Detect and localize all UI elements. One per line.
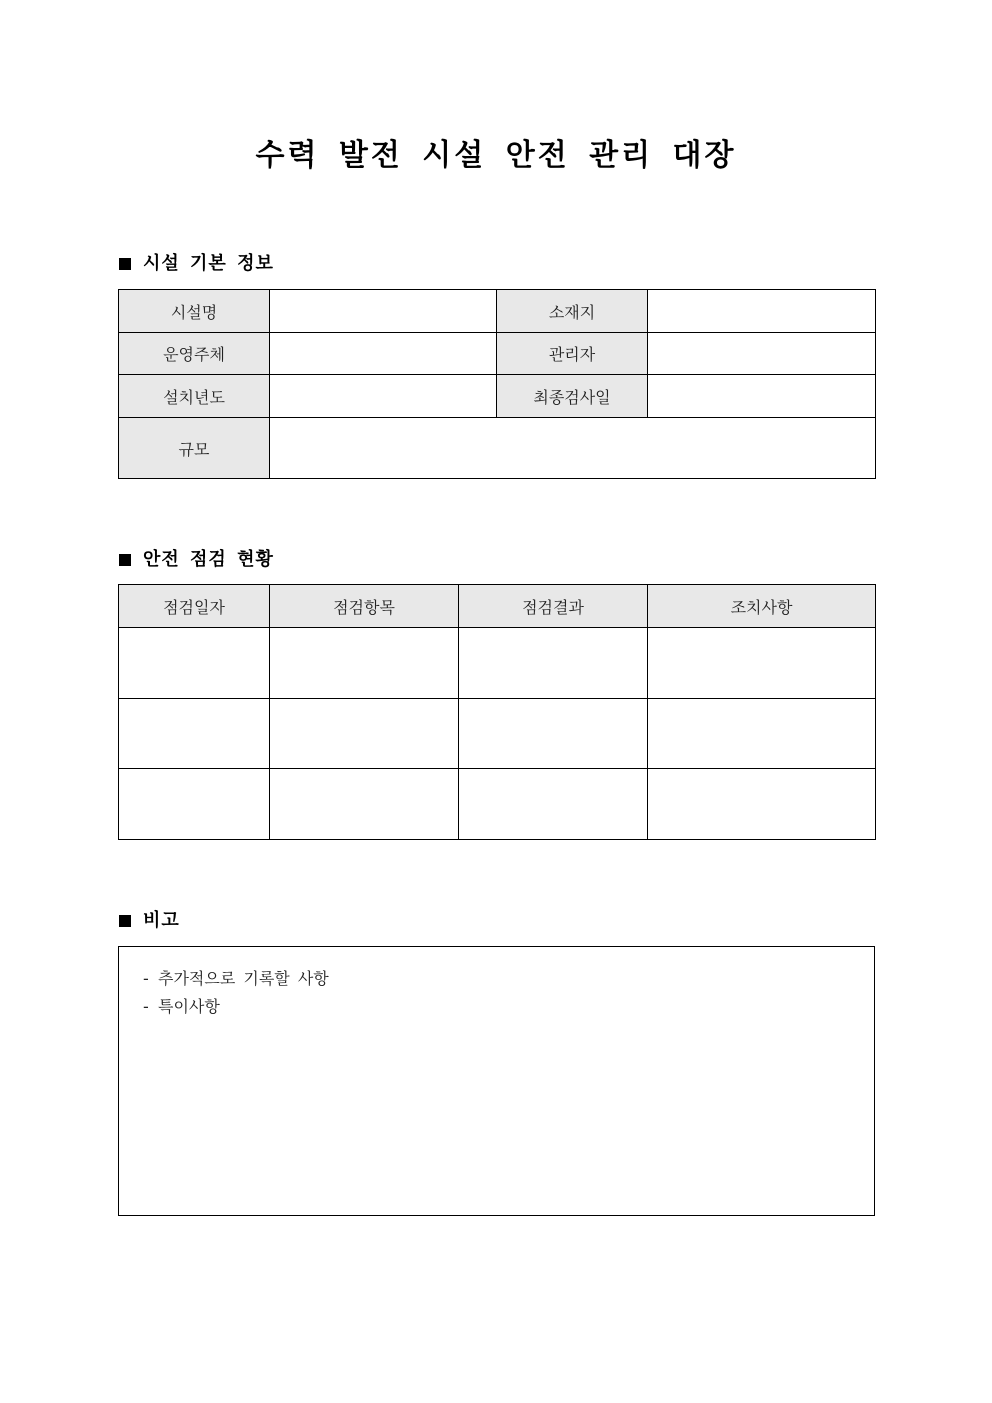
last-inspection-field[interactable] <box>648 375 876 418</box>
inspection-result-cell[interactable] <box>459 628 648 699</box>
square-bullet-icon <box>119 915 131 927</box>
dash-bullet: - <box>143 997 149 1016</box>
inspection-item-cell[interactable] <box>270 769 459 840</box>
table-row <box>119 333 876 375</box>
column-header-inspection-result: 점검결과 <box>459 585 648 628</box>
table-row <box>119 375 876 418</box>
inspection-date-cell[interactable] <box>119 769 270 840</box>
column-header-action-taken: 조치사항 <box>648 585 876 628</box>
scale-field[interactable] <box>270 418 876 479</box>
action-taken-cell[interactable] <box>648 769 876 840</box>
facility-name-field[interactable] <box>270 290 497 333</box>
document-title: 수력 발전 시설 안전 관리 대장 <box>255 138 737 173</box>
remarks-box[interactable] <box>118 946 875 1216</box>
section-heading-remarks <box>119 909 180 933</box>
section-heading-inspection-status <box>119 548 274 572</box>
location-label: 소재지 <box>497 290 648 333</box>
section-heading-label: 비고 <box>143 910 180 931</box>
action-taken-cell[interactable] <box>648 699 876 769</box>
square-bullet-icon <box>119 554 131 566</box>
install-year-field[interactable] <box>270 375 497 418</box>
manager-field[interactable] <box>648 333 876 375</box>
scale-label: 규모 <box>119 418 270 479</box>
dash-bullet: - <box>143 969 149 988</box>
last-inspection-label: 최종검사일 <box>497 375 648 418</box>
section-heading-label: 시설 기본 정보 <box>143 253 274 274</box>
remark-text: 특이사항 <box>158 997 220 1016</box>
inspection-table <box>118 584 876 840</box>
action-taken-cell[interactable] <box>648 628 876 699</box>
install-year-label: 설치년도 <box>119 375 270 418</box>
column-header-inspection-item: 점검항목 <box>270 585 459 628</box>
square-bullet-icon <box>119 258 131 270</box>
list-item <box>143 965 329 993</box>
list-item <box>143 993 329 1021</box>
manager-label: 관리자 <box>497 333 648 375</box>
table-row <box>119 769 876 840</box>
table-row <box>119 418 876 479</box>
operator-label: 운영주체 <box>119 333 270 375</box>
column-header-inspection-date: 점검일자 <box>119 585 270 628</box>
location-field[interactable] <box>648 290 876 333</box>
table-row <box>119 290 876 333</box>
operator-field[interactable] <box>270 333 497 375</box>
inspection-item-cell[interactable] <box>270 628 459 699</box>
section-heading-label: 안전 점검 현황 <box>143 549 274 570</box>
facility-info-table <box>118 289 876 479</box>
inspection-item-cell[interactable] <box>270 699 459 769</box>
facility-name-label: 시설명 <box>119 290 270 333</box>
remark-text: 추가적으로 기록할 사항 <box>158 969 329 988</box>
inspection-date-cell[interactable] <box>119 628 270 699</box>
table-row <box>119 699 876 769</box>
inspection-date-cell[interactable] <box>119 699 270 769</box>
remarks-list <box>143 965 329 1021</box>
inspection-result-cell[interactable] <box>459 769 648 840</box>
section-heading-facility-info <box>119 252 274 276</box>
table-row <box>119 628 876 699</box>
inspection-result-cell[interactable] <box>459 699 648 769</box>
table-header-row <box>119 585 876 628</box>
